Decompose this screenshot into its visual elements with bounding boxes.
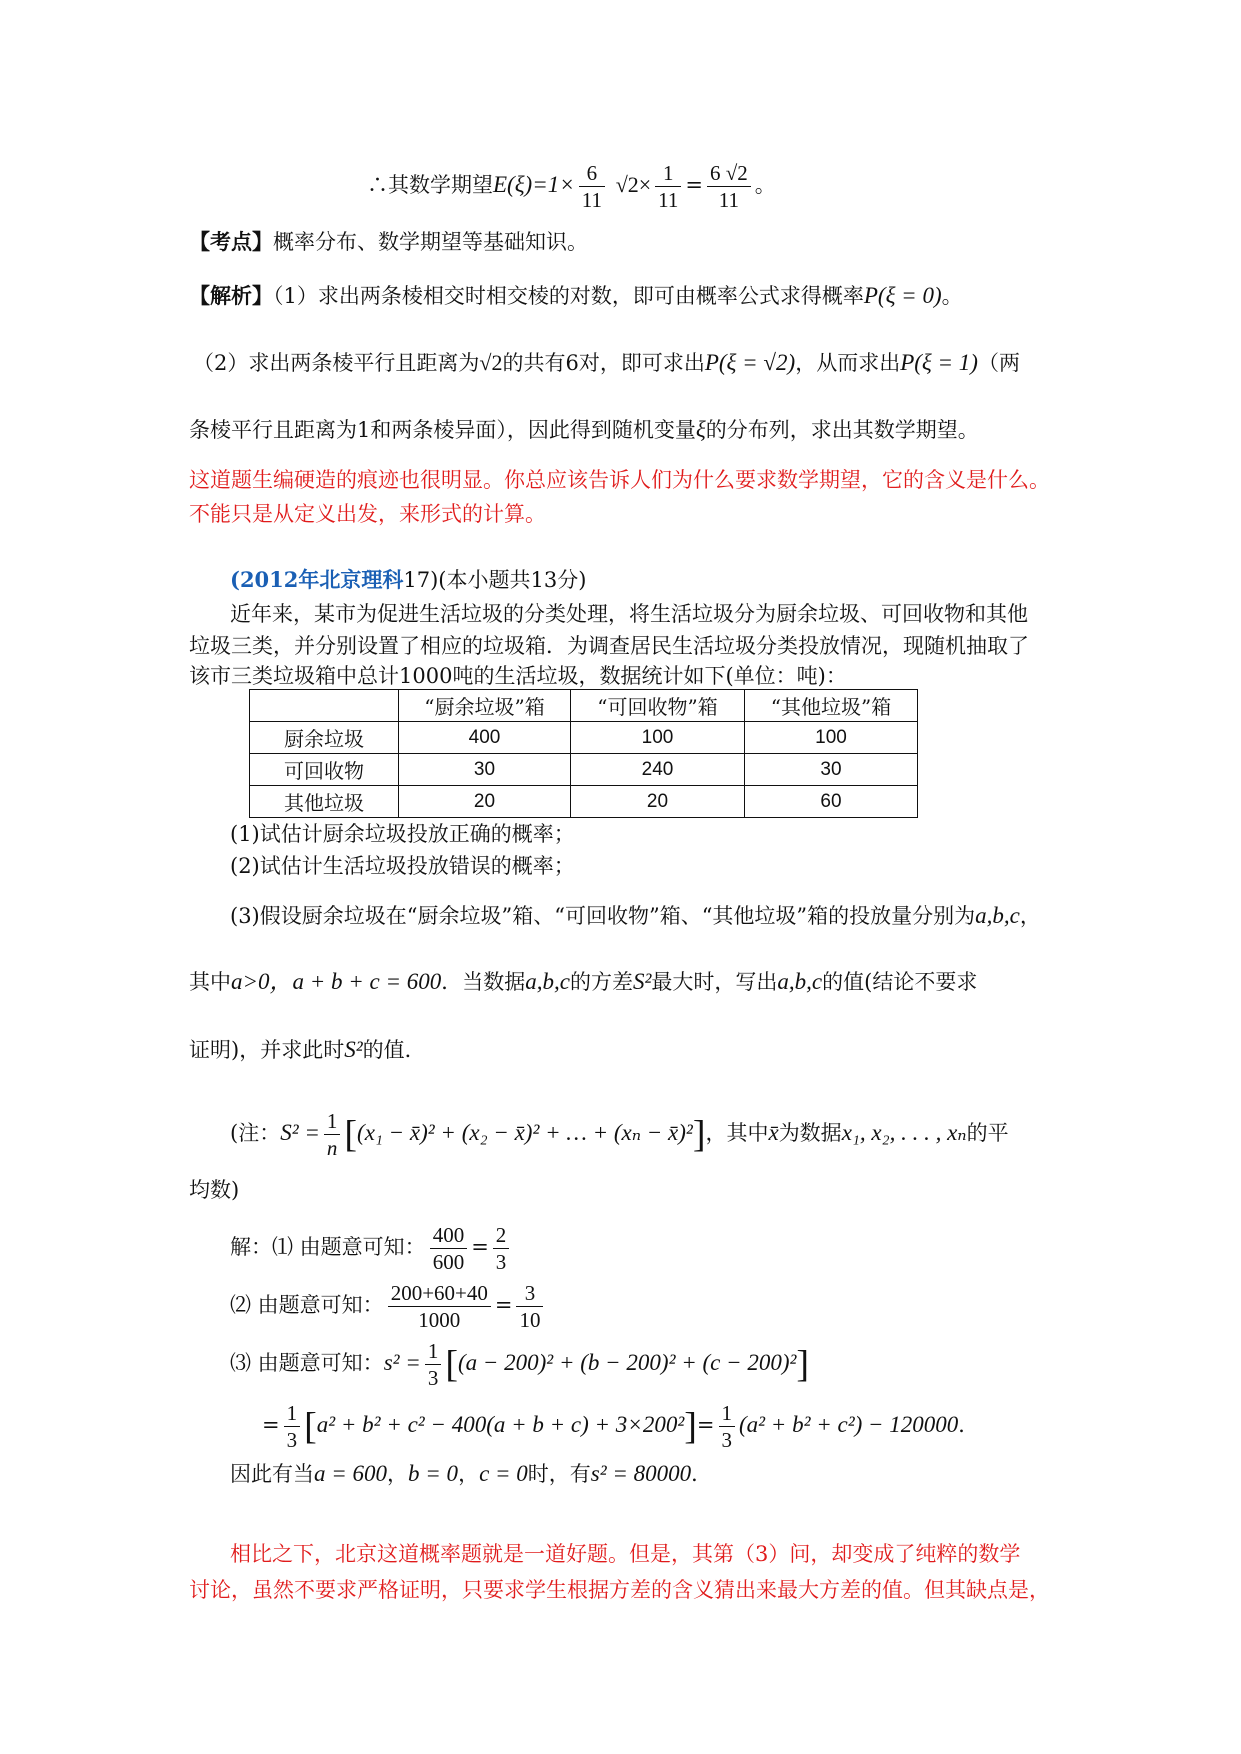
problem-header: (2012年北京理科17)(本小题共13分) bbox=[230, 567, 587, 592]
fraction: $\frac{1}{n}$ bbox=[324, 1108, 341, 1161]
jiexi-paragraph-3: 条棱平行且距离为1和两条棱异面），因此得到随机变量ξ的分布列，求出其数学期望。 bbox=[189, 417, 979, 442]
solution-step-2: ⑵ 由题意可知： $\frac{200+60+40}{1000}$ = $\frac{3}{10}$ bbox=[230, 1278, 547, 1333]
kaodian-paragraph: 【考点】概率分布、数学期望等基础知识。 bbox=[189, 229, 588, 254]
solution-step-3: ⑶ 由题意可知：s² = $\frac{1}{3}$ [(a − 200)² + (b − 200)² + (c − 200)²] bbox=[230, 1339, 810, 1390]
table-header-cell: “可回收物”箱 bbox=[571, 690, 745, 722]
solution-step-1: 解：⑴ 由题意可知： $\frac{400}{600}$ = $\frac{2}{3}$ bbox=[230, 1220, 513, 1275]
comment-line: 相比之下，北京这道概率题就是一道好题。但是，其第（3）问，却变成了纯粹的数学 bbox=[230, 1542, 1021, 1566]
fraction: $\frac{1}{3}$ bbox=[719, 1400, 736, 1453]
jiexi-paragraph: 【解析】（1）求出两条棱相交时相交棱的对数，即可由概率公式求得概率P(ξ = 0)。 bbox=[189, 283, 963, 308]
table-row bbox=[250, 754, 918, 786]
fraction: $\frac{1}{11}$ bbox=[655, 160, 681, 213]
fraction: $\frac{200+60+40}{1000}$ bbox=[388, 1280, 491, 1333]
table-cell: 可回收物 bbox=[250, 754, 399, 786]
table-cell: 60 bbox=[745, 786, 918, 818]
solution-conclusion: 因此有当a = 600，b = 0，c = 0时，有s² = 80000． bbox=[230, 1461, 713, 1486]
question-3-line-2: 其中a>0，a + b + c = 600．当数据a,b,c的方差S²最大时，写出a,b,c的值(结论不要求 bbox=[189, 969, 978, 994]
jiexi-paragraph-2: （2）求出两条棱平行且距离为√2的共有6对，即可求出P(ξ = √2)，从而求出P(ξ = 1)（两 bbox=[193, 350, 1020, 375]
table-header-cell: “其他垃圾”箱 bbox=[745, 690, 918, 722]
table-row bbox=[250, 722, 918, 754]
table-cell: 厨余垃圾 bbox=[250, 722, 399, 754]
comment-line: 这道题生编硬造的痕迹也很明显。你总应该告诉人们为什么要求数学期望，它的含义是什么。 bbox=[189, 468, 1050, 492]
solution-step-4: = $\frac{1}{3}$ [a² + b² + c² − 400(a + b + c) + 3×200²]= $\frac{1}{3}$ (a² + b² + c²) − 120000． bbox=[262, 1401, 980, 1452]
fraction: $\frac{1}{3}$ bbox=[425, 1338, 442, 1391]
table-header-row bbox=[250, 690, 918, 722]
table-cell: 其他垃圾 bbox=[250, 786, 399, 818]
table-header-cell: “厨余垃圾”箱 bbox=[399, 690, 571, 722]
question-3-line-3: 证明)，并求此时S²的值． bbox=[189, 1037, 426, 1062]
expectation-formula: ∴其数学期望E(ξ)=1× $\frac{6}{11}$ √2× $\frac{1}{11}$ = $\frac{6 √2}{11}$ 。 bbox=[367, 161, 776, 212]
fraction: $\frac{6}{11}$ bbox=[579, 160, 605, 213]
kaodian-label: 【考点】 bbox=[189, 229, 273, 254]
table-cell: 30 bbox=[745, 754, 918, 786]
table-cell: 100 bbox=[571, 722, 745, 754]
waste-data-table bbox=[249, 689, 918, 818]
problem-intro: 近年来，某市为促进生活垃圾的分类处理，将生活垃圾分为厨余垃圾、可回收物和其他 bbox=[230, 602, 1028, 626]
problem-intro: 该市三类垃圾箱中总计1000吨的生活垃圾，数据统计如下(单位：吨)： bbox=[189, 664, 847, 688]
question-1: (1)试估计厨余垃圾投放正确的概率； bbox=[230, 822, 575, 846]
comment-line: 讨论，虽然不要求严格证明，只要求学生根据方差的含义猜出来最大方差的值。但其缺点是， bbox=[189, 1578, 1050, 1602]
fraction: $\frac{3}{10}$ bbox=[516, 1280, 543, 1333]
table-row bbox=[250, 786, 918, 818]
variance-note-end: 均数) bbox=[189, 1178, 240, 1202]
table-cell: 100 bbox=[745, 722, 918, 754]
table-cell: 30 bbox=[399, 754, 571, 786]
comment-line: 不能只是从定义出发，来形式的计算。 bbox=[189, 502, 546, 526]
table-cell: 400 bbox=[399, 722, 571, 754]
fraction: $\frac{400}{600}$ bbox=[430, 1222, 468, 1275]
jiexi-label: 【解析】 bbox=[189, 283, 273, 308]
table-header-cell bbox=[250, 690, 399, 722]
problem-intro: 垃圾三类，并分别设置了相应的垃圾箱．为调查居民生活垃圾分类投放情况，现随机抽取了 bbox=[189, 634, 1029, 658]
question-3: (3)假设厨余垃圾在“厨余垃圾”箱、“可回收物”箱、“其他垃圾”箱的投放量分别为a,b,c， bbox=[230, 903, 1041, 928]
table-cell: 20 bbox=[571, 786, 745, 818]
problem-source: 2012年北京理科 bbox=[239, 567, 404, 592]
table-cell: 20 bbox=[399, 786, 571, 818]
variance-note: (注：S² = $\frac{1}{n}$ [(x₁ − x̄)² + (x₂ − x̄)² + … + (xₙ − x̄)²]，其中x̄为数据x₁, x₂, . . . , xₙ的平 bbox=[230, 1109, 1009, 1160]
table-cell: 240 bbox=[571, 754, 745, 786]
fraction: $\frac{2}{3}$ bbox=[493, 1222, 510, 1275]
question-2: (2)试估计生活垃圾投放错误的概率； bbox=[230, 854, 575, 878]
fraction: $\frac{6 √2}{11}$ bbox=[707, 160, 751, 213]
fraction: $\frac{1}{3}$ bbox=[284, 1400, 301, 1453]
